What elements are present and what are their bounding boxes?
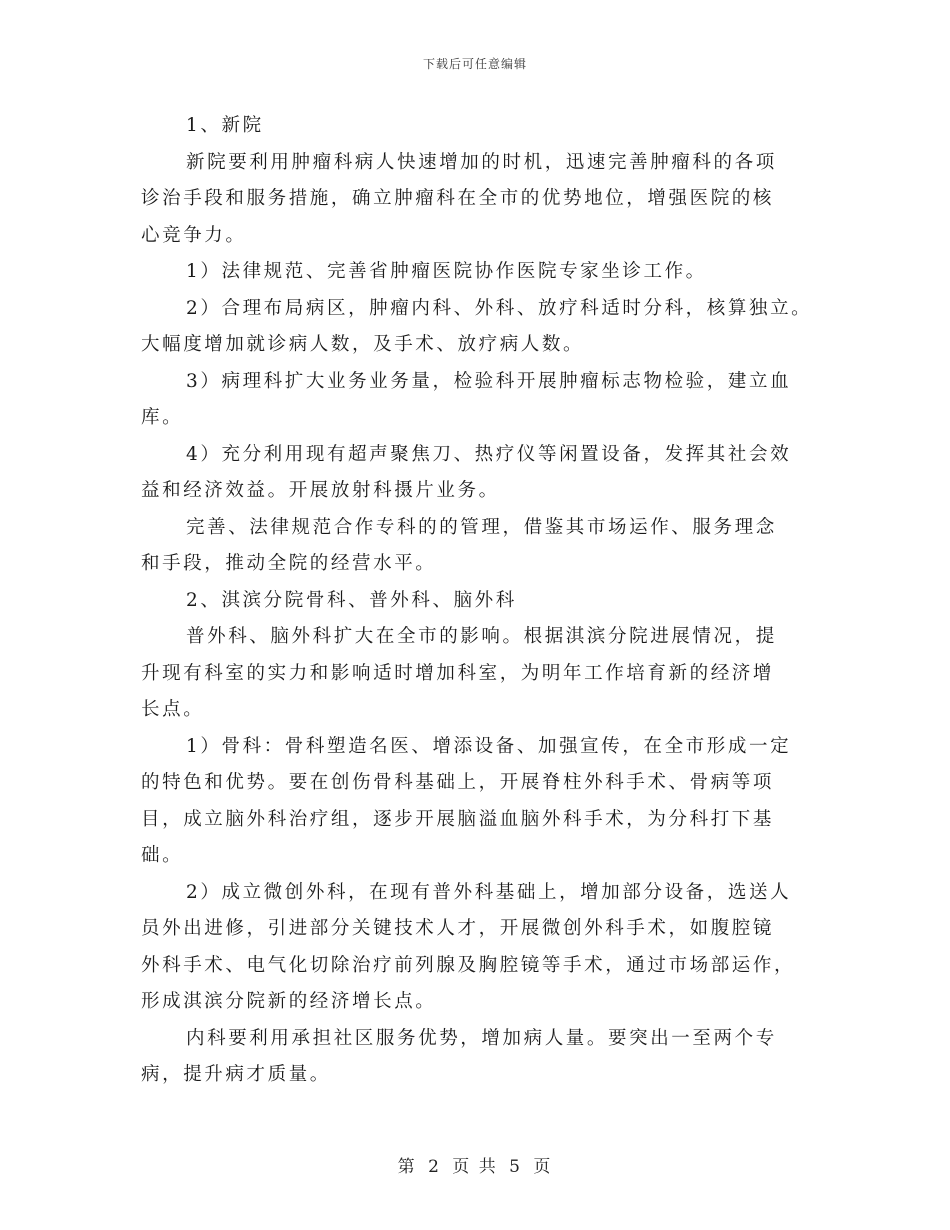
paragraph-line: 础。 — [141, 845, 184, 866]
paragraph — [141, 254, 821, 291]
paragraph-line: 诊治手段和服务措施，确立肿瘤科在全市的优势地位，增强医院的核 — [141, 188, 775, 209]
paragraph-line: 长点。 — [141, 699, 205, 720]
document-body — [141, 108, 821, 1094]
paragraph-line: 升现有科室的实力和影响适时增加科室，为明年工作培育新的经济增 — [141, 662, 775, 684]
paragraph-line: 4）充分利用现有超声聚焦刀、热疗仪等闲置设备，发挥其社会效 — [186, 443, 792, 465]
paragraph-line: 完善、法律规范合作专科的的管理，借鉴其市场运作、服务理念 — [186, 516, 777, 538]
paragraph-line: 2）合理布局病区，肿瘤内科、外科、放疗科适时分科，核算独立。 — [186, 297, 813, 319]
paragraph-line: 员外出进修，引进部分关键技术人才，开展微创外科手术，如腹腔镜 — [141, 918, 775, 939]
footer-total-pages: 5 — [509, 1157, 522, 1177]
paragraph — [141, 108, 821, 145]
paragraph-line: 形成淇滨分院新的经济增长点。 — [141, 991, 437, 1012]
paragraph — [141, 437, 821, 510]
paragraph-line: 3）病理科扩大业务业务量，检验科开展肿瘤标志物检验，建立血 — [186, 370, 792, 392]
paragraph — [141, 875, 821, 1021]
paragraph-line: 心竞争力。 — [141, 224, 247, 246]
footer-prefix: 第 — [397, 1157, 417, 1177]
paragraph-line: 大幅度增加就诊病人数，及手术、放疗病人数。 — [141, 334, 585, 355]
paragraph — [141, 145, 821, 255]
paragraph-line: 2、淇滨分院骨科、普外科、脑外科 — [186, 589, 517, 611]
paragraph-line: 1、新院 — [186, 115, 264, 136]
paragraph-line: 益和经济效益。开展放射科摄片业务。 — [141, 480, 500, 501]
paragraph-line: 普外科、脑外科扩大在全市的影响。根据淇滨分院进展情况，提 — [186, 626, 777, 647]
paragraph — [141, 729, 821, 875]
page-header-note: 下载后可任意编辑 — [422, 57, 527, 71]
paragraph-line: 新院要利用肿瘤科病人快速增加的时机，迅速完善肿瘤科的各项 — [186, 151, 777, 173]
page-footer — [0, 1152, 950, 1177]
paragraph-line: 和手段，推动全院的经营水平。 — [141, 553, 437, 574]
paragraph-line: 库。 — [141, 407, 184, 428]
paragraph — [141, 291, 821, 364]
paragraph-line: 2）成立微创外科，在现有普外科基础上，增加部分设备，选送人 — [186, 881, 792, 903]
paragraph-line: 的特色和优势。要在创伤骨科基础上，开展脊柱外科手术、骨病等项 — [141, 772, 775, 793]
paragraph — [141, 510, 821, 583]
paragraph-line: 外科手术、电气化切除治疗前列腺及胸腔镜等手术，通过市场部运作， — [141, 954, 796, 976]
footer-current-page: 2 — [428, 1157, 441, 1177]
paragraph — [141, 619, 821, 729]
paragraph-line: 1）骨科：骨科塑造名医、增添设备、加强宣传，在全市形成一定 — [186, 735, 792, 757]
paragraph — [141, 583, 821, 620]
paragraph-line: 1）法律规范、完善省肿瘤医院协作医院专家坐诊工作。 — [186, 261, 707, 282]
footer-suffix: 页 — [533, 1157, 553, 1177]
paragraph-line: 内科要利用承担社区服务优势，增加病人量。要突出一至两个专 — [186, 1027, 777, 1049]
paragraph-line: 目，成立脑外科治疗组，逐步开展脑溢血脑外科手术，为分科打下基 — [141, 808, 775, 830]
footer-middle: 页 共 — [452, 1157, 498, 1177]
paragraph-line: 病，提升病才质量。 — [141, 1064, 331, 1085]
paragraph — [141, 1021, 821, 1094]
paragraph — [141, 364, 821, 437]
